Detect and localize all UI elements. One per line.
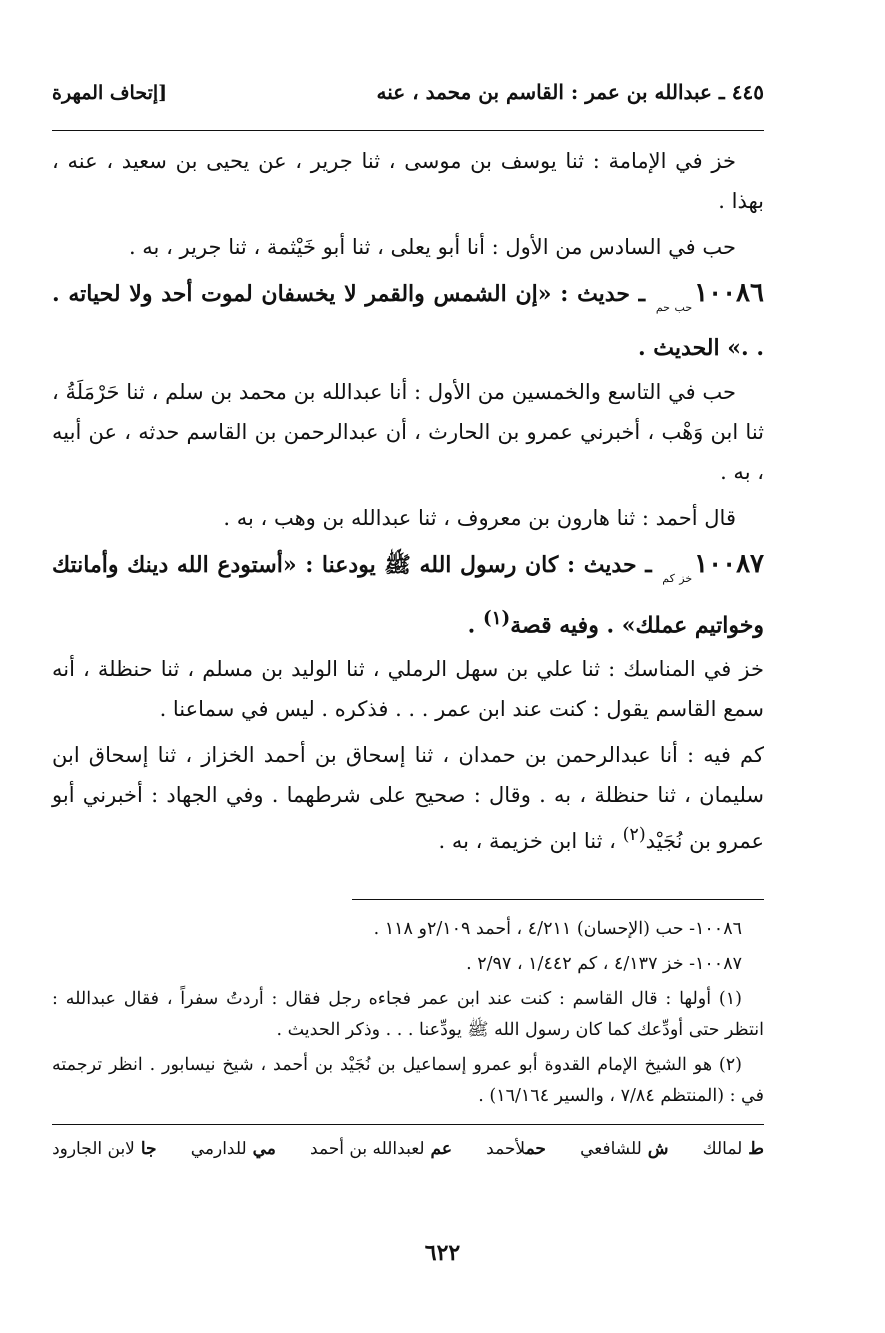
running-header: [52, 80, 764, 116]
text-line: كم فيه : أنا عبدالرحمن بن حمدان ، ثنا إسحاق بن أحمد الخزاز ، ثنا إسحاق ابن سليمان ، ثنا حنظلة ، به . وقال : صحيح على شرطهما . وفي الجهاد : أخبرني أبو عمرو بن نُجَيْد: [52, 743, 764, 854]
key-item: حملأحمد: [486, 1139, 546, 1160]
text-line: خز في الإمامة : ثنا يوسف بن موسى ، ثنا جرير ، عن يحيى بن سعيد ، عنه ،: [52, 149, 736, 173]
footnote-divider: [352, 899, 764, 900]
text-line: ، ثنا ابن خزيمة ، به .: [438, 829, 623, 854]
abbreviation-key: [52, 1139, 764, 1159]
key-item: عم لعبدالله بن أحمد: [310, 1139, 452, 1160]
text-line: بهذا .: [718, 189, 764, 213]
hadith-number: ١٠٠٨٧: [694, 549, 764, 579]
key-item: ط لمالك: [702, 1139, 764, 1160]
page-number: ٦٢٢: [424, 1240, 461, 1266]
main-text: [52, 141, 764, 861]
paragraph: حب في التاسع والخمسين من الأول : أنا عبدالله بن محمد بن سلم ، ثنا حَرْمَلَةُ ، ثنا ابن وَهْب ، أخبرني عمرو بن الحارث ، أن عبدالرحمن بن القاسم حدثه ، عن أبيه ، به .: [52, 380, 764, 484]
footer-rule: [52, 1124, 764, 1125]
source-sigla: حب حم: [655, 301, 693, 314]
header-book-title: [إتحاف المهرة: [52, 82, 168, 104]
reference-note: ١٠٠٨٧- خز ٤/١٣٧ ، كم ١/٤٤٢ ، ٢/٩٧ .: [466, 954, 742, 975]
page: [52, 80, 764, 1159]
paragraph: [52, 735, 764, 861]
footnote-ref: (١): [483, 608, 511, 629]
key-item: مي للدارمي: [190, 1139, 276, 1160]
hadith-number: ١٠٠٨٦: [694, 278, 764, 308]
hadith-text: ـ حديث : كان رسول الله ﷺ يودعنا : «أستودع الله دينك وأمانتك وخواتيم عملك» . وفيه قصة: [52, 552, 764, 639]
reference-note: ١٠٠٨٦- حب (الإحسان) ٤/٢١١ ، أحمد ٢/١٠٩و ١١٨ .: [373, 919, 742, 940]
hadith-text-tail: الحديث .: [637, 335, 720, 361]
hadith-entry: [52, 273, 764, 368]
footnote: (١) أولها : قال القاسم : كنت عند ابن عمر فجاءه رجل فقال : أردتُ سفراً ، فقال عبدالله : انتظر حتى أودِّعك كما كان رسول الله ﷺ يودِّعنا . . . وذكر الحديث .: [52, 989, 764, 1041]
paragraph: خز في المناسك : ثنا علي بن سهل الرملي ، ثنا الوليد بن مسلم ، ثنا حنظلة ، أنه سمع القاسم يقول : كنت عند ابن عمر . . . فذكره . ليس في سماعنا .: [52, 657, 764, 722]
key-item: ش للشافعي: [580, 1139, 669, 1160]
hadith-text: ـ حديث : «إن الشمس والقمر لا يخسفان لموت أحد ولا لحياته . . .»: [52, 281, 764, 361]
paragraph: حب في السادس من الأول : أنا أبو يعلى ، ثنا أبو خَيْثمة ، ثنا جرير ، به .: [128, 235, 736, 259]
footnote: (٢) هو الشيخ الإمام القدوة أبو عمرو إسماعيل بن نُجَيْد بن أحمد ، شيخ نيسابور . انظر ترجمته في : (المنتظم ٧/٨٤ ، والسير ١٦/١٦٤) .: [52, 1055, 764, 1107]
punctuation: .: [467, 612, 483, 639]
header-title: ٤٤٥ ـ عبدالله بن عمر : القاسم بن محمد ، عنه: [376, 80, 764, 104]
paragraph: [52, 141, 764, 221]
footnotes: [52, 914, 764, 1112]
paragraph: قال أحمد : ثنا هارون بن معروف ، ثنا عبدالله بن وهب ، به .: [223, 506, 736, 530]
key-item: جا لابن الجارود: [52, 1139, 157, 1160]
source-sigla: خز كم: [662, 572, 693, 585]
header-rule: [52, 130, 764, 131]
hadith-entry: [52, 544, 764, 645]
footnote-ref: (٢): [622, 825, 646, 846]
